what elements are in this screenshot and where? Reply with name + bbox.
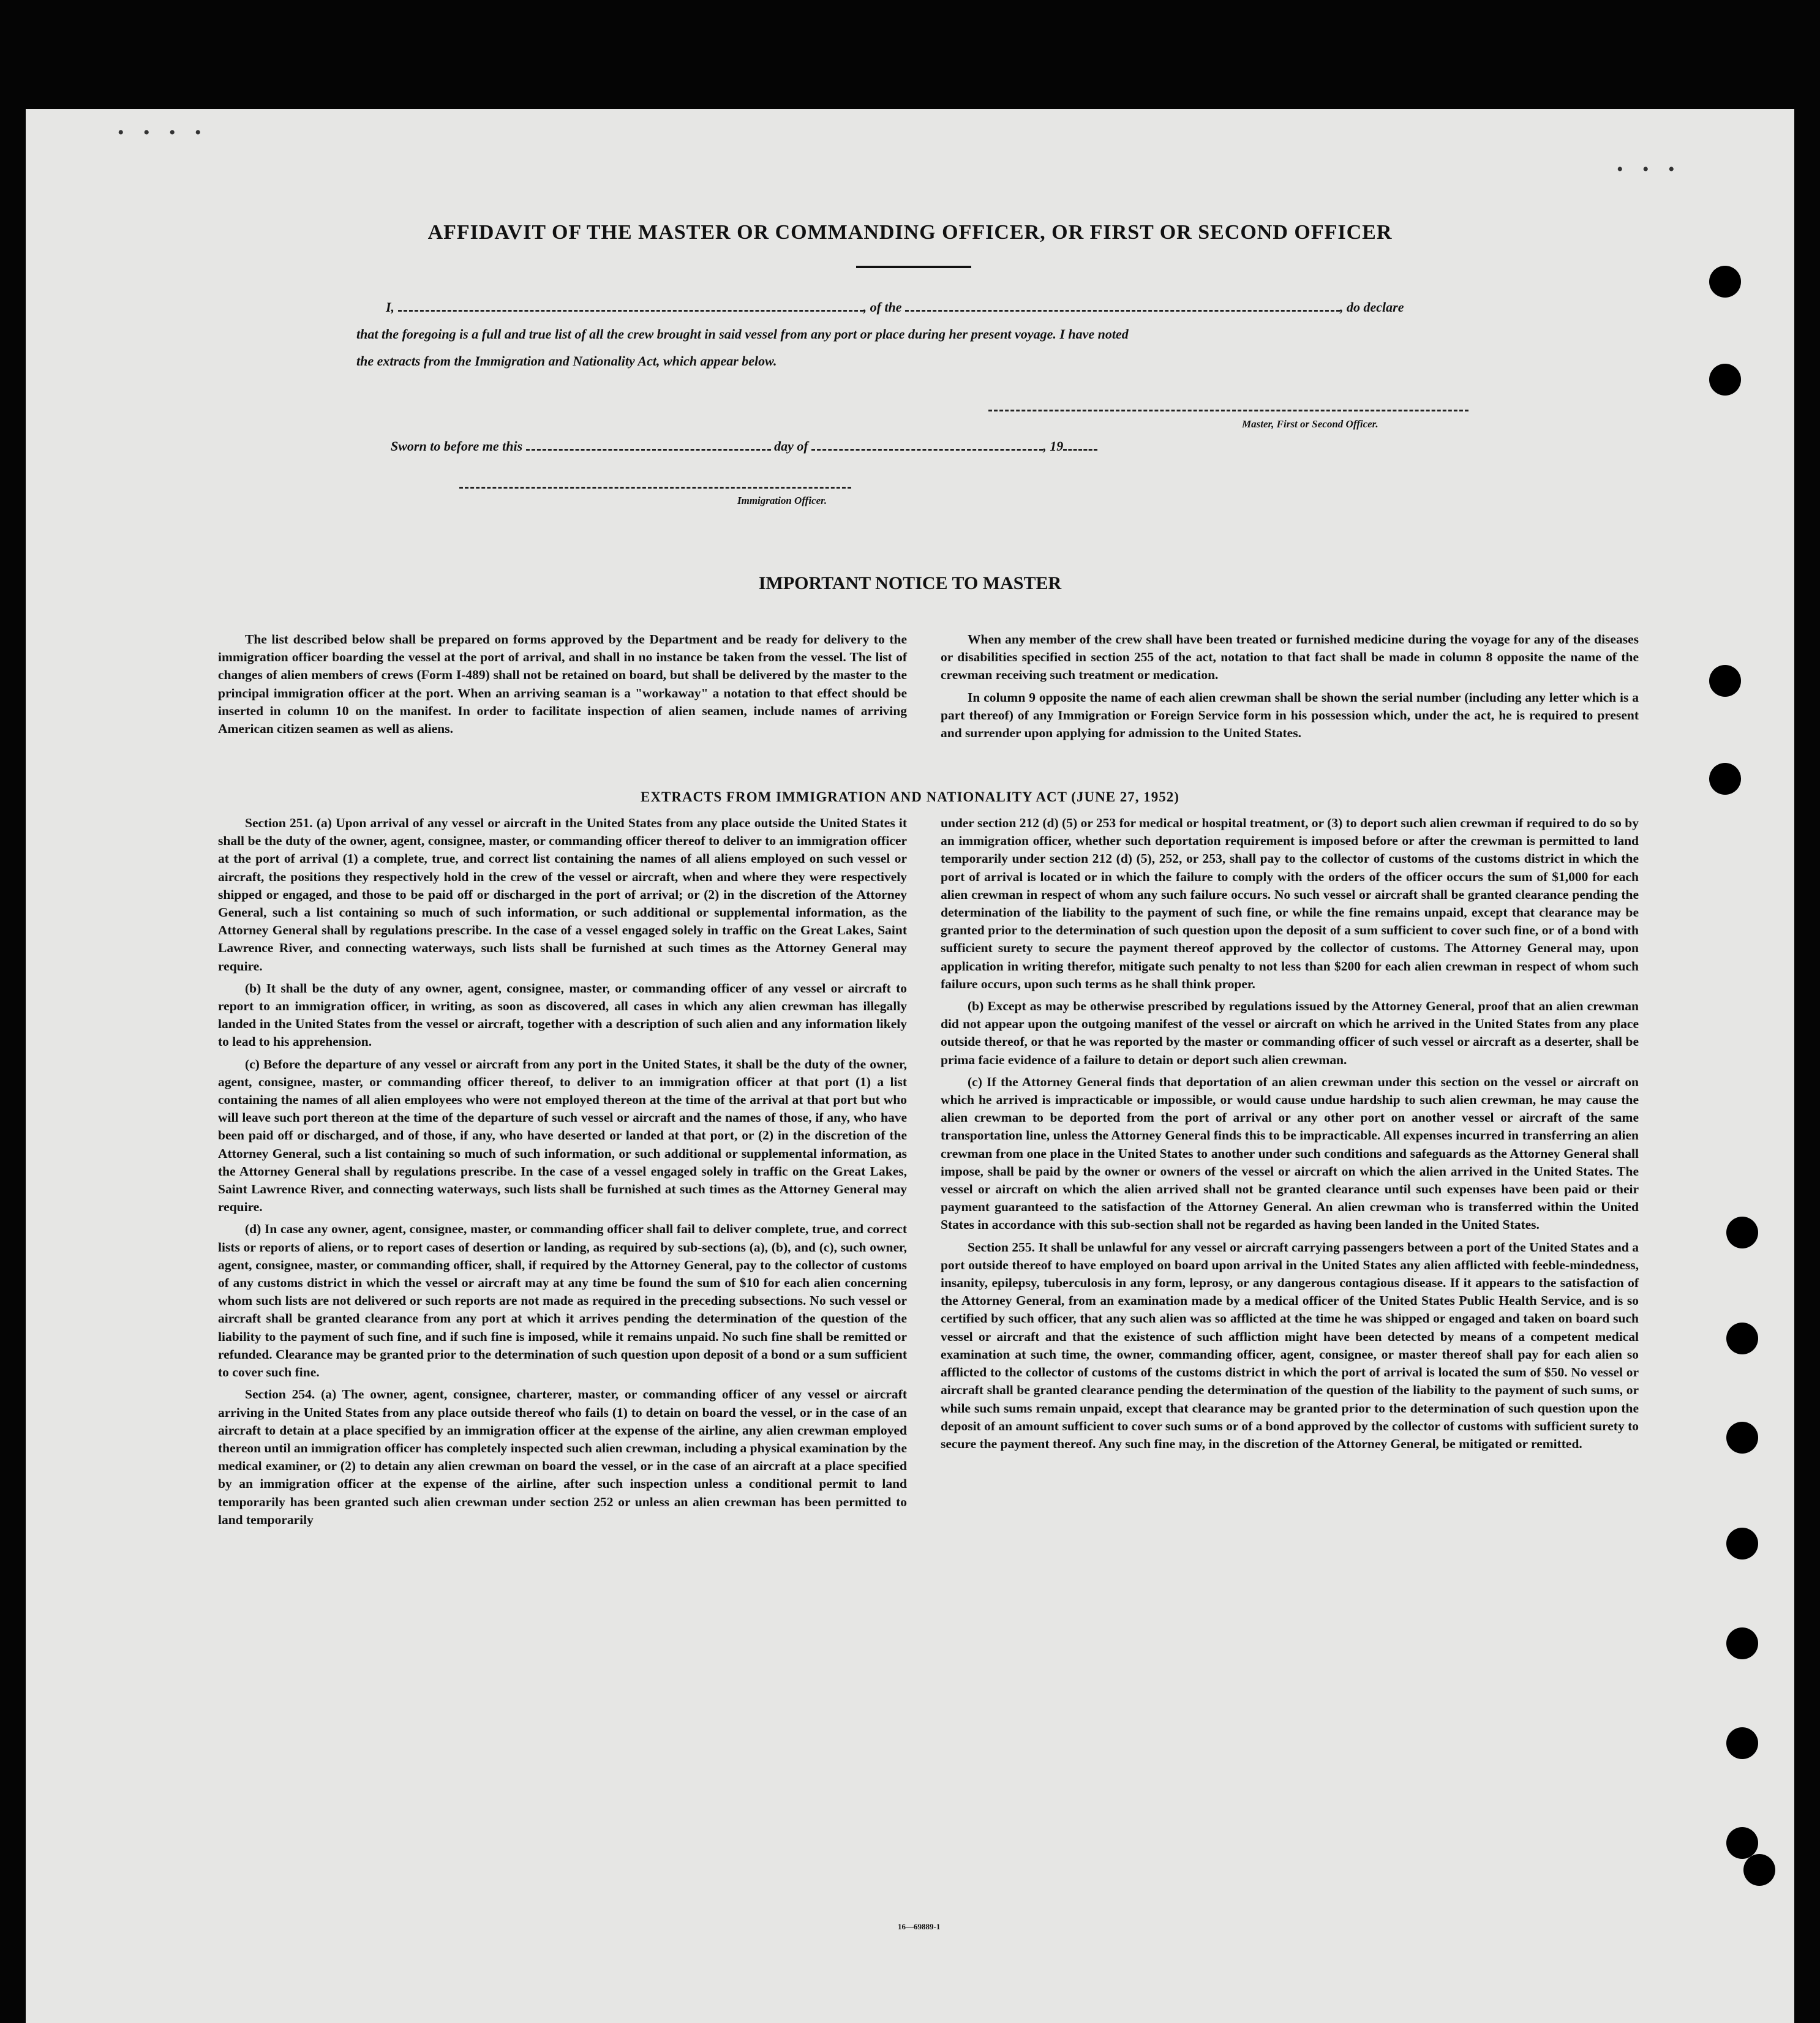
name-field[interactable]	[398, 301, 863, 312]
master-caption: Master, First or Second Officer.	[1242, 418, 1378, 430]
declaration-text-line-3: the extracts from the Immigration and Nationality Act, which appear below.	[356, 353, 777, 369]
extract-paragraph: (b) Except as may be otherwise prescribed by regulations issued by the Attorney General, proof that an alien crewman did not appear upon the outgoing manifest of the vessel or aircraft on which he arrived in the United States from any place outside thereof, or that he was reported by the master or commanding officer of such vessel or aircraft as a deserter, shall be prima facie evidence of a failure to detain or deport such alien crewman.	[941, 999, 1639, 1067]
punch-hole	[1726, 1323, 1758, 1354]
notice-paragraph: The list described below shall be prepared on forms approved by the Department and be ready for delivery to the immigration officer boarding the vessel at the port of arrival, and shall in no instance be taken from the vessel. The list of changes of alien members of crews (Form I-489) shall not be retained on board, but shall be delivered by the master to the principal immigration officer at the port. When an arriving seaman is a "workaway" a notation to that effect should be inserted in column 10 on the manifest. In order to facilitate inspection of alien seamen, include names of arriving American citizen seamen as well as aliens.	[218, 632, 907, 737]
sworn-line	[391, 438, 1097, 454]
punch-hole	[1743, 1854, 1775, 1886]
sworn-month-field[interactable]	[811, 440, 1043, 451]
declaration-do-declare-label: , do declare	[1340, 299, 1404, 315]
punch-hole	[1726, 1422, 1758, 1454]
notice-paragraph: In column 9 opposite the name of each alien crewman shall be shown the serial number (including any letter which is a part thereof) of any Immigration or Foreign Service form in his possession which, under the act, he is required to present and surrender upon applying for admission to the United States.	[941, 689, 1639, 741]
declaration-line	[386, 299, 1404, 315]
extracts-right-column	[941, 814, 1639, 1457]
notice-title: IMPORTANT NOTICE TO MASTER	[758, 573, 1062, 593]
title-rule	[856, 266, 971, 268]
punch-hole	[1709, 364, 1741, 396]
master-signature-field[interactable]	[988, 401, 1468, 411]
form-code: 16—69889-1	[898, 1922, 941, 1931]
extract-paragraph: under section 212 (d) (5) or 253 for medical or hospital treatment, or (3) to deport such alien crewman if required to do so by an immigration officer, whether such deportation requirement is imposed before or after the crewman is permitted to land temporarily under section 212 (d) (5), 252, or 253, shall pay to the collector of customs of the customs district in which the port of arrival is located or in which the failure to comply with the orders of the officer occurs the sum of $1,000 for each alien crewman in respect of whom any such failure occurs. No such vessel or aircraft shall be granted clearance pending the determination of the liability to the payment of such fine, or while the fine remains unpaid, except that clearance may be granted prior to the determination of such question upon the deposit of a sum sufficient to cover such fine, or of a bond with sufficient surety to secure the payment thereof approved by the collector of customs. The Attorney General may, upon application in writing therefor, mitigate such penalty to not less than $200 for each alien crewman in respect of whom such failure occurs, upon such terms as he shall think proper.	[941, 816, 1639, 991]
document-page	[26, 109, 1794, 2023]
extract-paragraph: (c) Before the departure of any vessel or aircraft from any port in the United States, it shall be the duty of the owner, agent, consignee, master, or commanding officer thereof, to deliver to an immigration officer at that port (1) a list containing the names of all alien employees who were not employed thereon at the time of the arrival at that port but who will leave such port thereon at the time of the departure of such vessel or aircraft and the names of those, if any, who have been paid off or discharged, and of those, if any, who have deserted or landed at that port, or (2) in the discretion of the Attorney General, such a list containing so much of such information, or such additional or supplemental information, as the Attorney General shall by regulations prescribe. In the case of a vessel engaged solely in traffic on the Great Lakes, Saint Lawrence River, and connecting waterways, such lists shall be furnished at such times as the Attorney General may require.	[218, 1056, 907, 1215]
officer-signature-field[interactable]	[459, 478, 851, 489]
officer-signature-line	[459, 476, 851, 492]
notice-paragraph: When any member of the crew shall have been treated or furnished medicine during the voyage for any of the diseases or disabilities specified in section 255 of the act, notation to that fact shall be made in column 8 opposite the name of the crewman receiving such treatment or medication.	[941, 632, 1639, 683]
sworn-prefix: Sworn to before me this	[391, 438, 523, 454]
punch-hole	[1726, 1627, 1758, 1659]
punch-hole	[1726, 1217, 1758, 1248]
sworn-day-of-label: day of	[774, 438, 808, 454]
vessel-field[interactable]	[905, 301, 1340, 312]
scan-specks: • • •	[1617, 159, 1682, 179]
extract-paragraph: (d) In case any owner, agent, consignee, master, or commanding officer shall fail to deliver complete, true, and correct lists or reports of aliens, or to report cases of desertion or landing, as required by sub-sections (a), (b), and (c), such owner, agent, consignee, master, or commanding officer, shall, if required by the Attorney General, pay to the collector of customs of any customs district in which the vessel or aircraft may at any time be found the sum of $10 for each alien concerning whom such lists are not delivered or such reports are not made as required in the preceding subsections. No such vessel or aircraft shall be granted clearance from any port at which it arrives pending the determination of the question of the liability to the payment of such fine, and if such fine is imposed, while it remains unpaid. No such fine shall be remitted or refunded. Clearance may be granted prior to the determination of such question upon deposit of a bond or a sum sufficient to cover such fine.	[218, 1222, 907, 1380]
sworn-day-field[interactable]	[526, 440, 771, 451]
punch-hole	[1726, 1727, 1758, 1759]
notice-right-column	[941, 631, 1639, 746]
extract-paragraph: Section 251. (a) Upon arrival of any vessel or aircraft in the United States from any place outside the United States it shall be the duty of the owner, agent, consignee, master, or commanding officer thereof to deliver to an immigration officer at the port of arrival (1) a complete, true, and correct list containing the names of all aliens employed on such vessel or aircraft, the positions they respectively hold in the crew of the vessel or aircraft, when and where they were respectively shipped or engaged, and those to be paid off or discharged in the port of arrival; or (2) in the discretion of the Attorney General, such a list containing so much of such information, or such additional or supplemental information, as the Attorney General shall by regulations prescribe. In the case of a vessel engaged solely in traffic on the Great Lakes, Saint Lawrence River, and connecting waterways, such lists shall be furnished at such times as the Attorney General may require.	[218, 816, 907, 974]
affidavit-title: AFFIDAVIT OF THE MASTER OR COMMANDING OFFICER, OR FIRST OR SECOND OFFICER	[427, 221, 1393, 244]
declaration-of-the-label: , of the	[863, 299, 902, 315]
punch-hole	[1709, 665, 1741, 697]
extract-paragraph: (c) If the Attorney General finds that deportation of an alien crewman under this section on the vessel or aircraft on which he arrived is impracticable or impossible, or would cause undue hardship to such alien crewman, he may cause the alien crewman to be deported from the port of arrival or any other port on another vessel or aircraft of the same transportation line, unless the Attorney General finds this to be impracticable. All expenses incurred in transferring an alien crewman from one place in the United States to another under such conditions and safeguards as the Attorney General shall impose, shall be paid by the owner or owners of the vessel or aircraft on which the alien arrived in the United States. The vessel or aircraft on which the alien arrived shall not be granted clearance until such expenses have been paid or their payment guaranteed to the satisfaction of the Attorney General. An alien crewman who is transferred within the United States in accordance with this sub-section shall not be regarded as having been landed in the United States.	[941, 1074, 1639, 1233]
notice-left-column	[218, 631, 907, 742]
declaration-text-line-2: that the foregoing is a full and true list of all the crew brought in said vessel from any port or place during her present voyage. I have noted	[356, 326, 1129, 342]
sworn-year-label: , 19	[1043, 438, 1064, 454]
extracts-title: EXTRACTS FROM IMMIGRATION AND NATIONALITY ACT (JUNE 27, 1952)	[641, 789, 1179, 805]
officer-caption: Immigration Officer.	[737, 495, 827, 506]
extracts-left-column	[218, 814, 907, 1533]
punch-hole	[1726, 1528, 1758, 1559]
extract-paragraph: (b) It shall be the duty of any owner, agent, consignee, master, or commanding officer of any vessel or aircraft to report to an immigration officer, in writing, as soon as discovered, all cases in which any alien crewman has illegally landed in the United States from the vessel or aircraft, together with a description of such alien and any information likely to lead to his apprehension.	[218, 980, 907, 1049]
declaration-i-label: I,	[386, 299, 395, 315]
extract-paragraph: Section 254. (a) The owner, agent, consignee, charterer, master, or commanding officer of any vessel or aircraft arriving in the United States from any place outside thereof who fails (1) to detain on board the vessel, or in the case of an aircraft to detain at a place specified by an immigration officer at the expense of the airline, any alien crewman employed thereon until an immigration officer has completely inspected such alien crewman, including a physical examination by the medical examiner, or (2) to detain any alien crewman on board the vessel, or in the case of an aircraft at a place specified by an immigration officer at the expense of the airline, after such inspection unless a conditional permit to land temporarily has been granted such alien crewman under section 252 or unless an alien crewman has been permitted to land temporarily	[218, 1387, 907, 1527]
master-signature-line	[988, 399, 1468, 415]
punch-hole	[1726, 1827, 1758, 1859]
sworn-year-field[interactable]	[1063, 440, 1097, 451]
extract-paragraph: Section 255. It shall be unlawful for any vessel or aircraft carrying passengers between a port of the United States and a port outside thereof to have employed on board upon arrival in the United States any alien afflicted with feeble-mindedness, insanity, epilepsy, tuberculosis in any form, leprosy, or any dangerous contagious disease. If it appears to the satisfaction of the Attorney General, from an examination made by a medical officer of the United States Public Health Service, and is so certified by such officer, that any such alien was so afflicted at the time he was shipped or engaged and taken on board such vessel or aircraft and that the existence of such affliction might have been detected by means of a competent medical examination at such time, the owner, commanding officer, agent, consignee, or master thereof shall pay for each alien so afflicted to the collector of customs of the customs district in which the port of arrival is located the sum of $50. No vessel or aircraft shall be granted clearance pending the determination of the question of the liability to the payment of such sums, or while such sums remain unpaid, except that clearance may be granted prior to the determination of such question upon the deposit of an amount sufficient to cover such sums or of a bond approved by the collector of customs with sufficient surety to secure the payment thereof. Any such fine may, in the discretion of the Attorney General, be mitigated or remitted.	[941, 1239, 1639, 1451]
scan-specks: • • • •	[118, 122, 209, 143]
punch-hole	[1709, 266, 1741, 298]
